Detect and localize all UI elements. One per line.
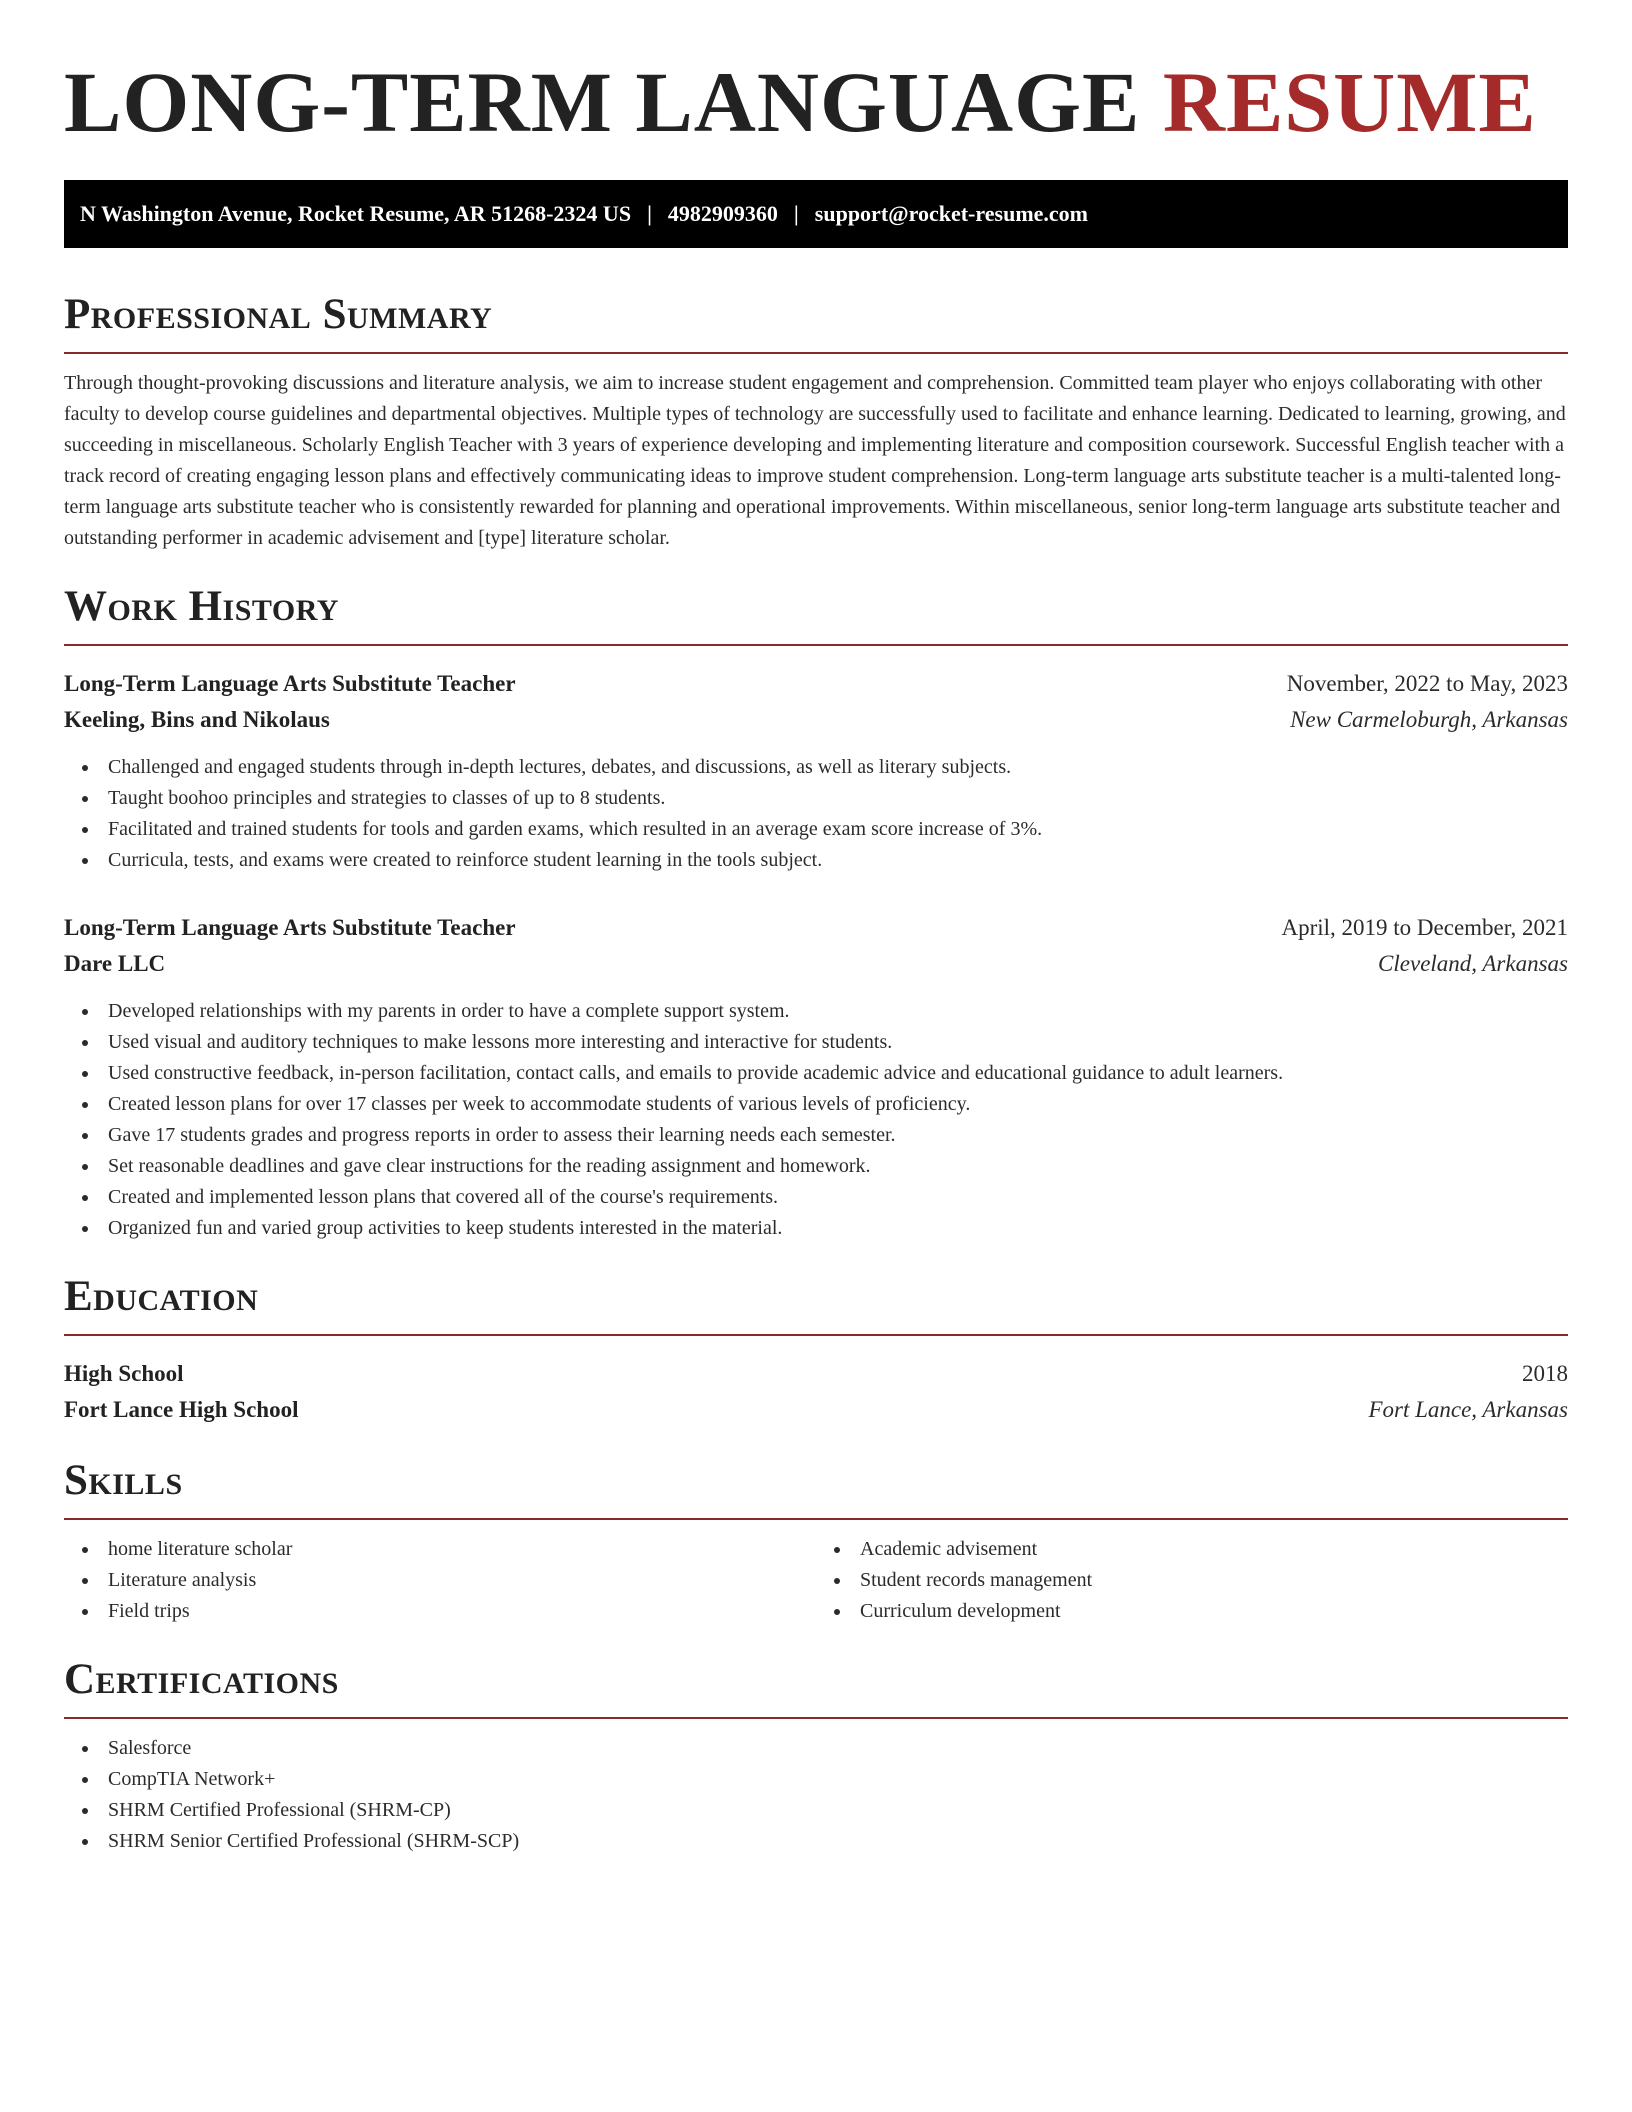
job-company: Keeling, Bins and Nikolaus <box>64 707 330 732</box>
education-entry <box>64 1356 1568 1428</box>
graduation-year: 2018 <box>1522 1361 1568 1386</box>
job-location: Cleveland, Arkansas <box>1378 951 1568 976</box>
job-entry <box>64 910 1568 1244</box>
skills-section <box>64 1458 1568 1627</box>
certification-item: SHRM Certified Professional (SHRM-CP) <box>108 1795 1568 1826</box>
skill-item: Academic advisement <box>860 1534 1568 1565</box>
list-item: Challenged and engaged students through in-depth lectures, debates, and discussions, as well as literary subjects. <box>108 752 1568 783</box>
section-heading: Work History <box>64 584 1568 646</box>
education-section <box>64 1274 1568 1428</box>
skill-item: Field trips <box>108 1596 816 1627</box>
job-entry <box>64 666 1568 876</box>
school-location: Fort Lance, Arkansas <box>1368 1397 1568 1422</box>
list-item: Curricula, tests, and exams were created to reinforce student learning in the tools subject. <box>108 845 1568 876</box>
skills-column-right <box>816 1534 1568 1627</box>
name-first: LONG-TERM LANGUAGE <box>64 54 1141 150</box>
contact-bar <box>64 180 1568 248</box>
school-name: Fort Lance High School <box>64 1397 299 1422</box>
list-item: Facilitated and trained students for tools and garden exams, which resulted in an average exam score increase of 3%. <box>108 814 1568 845</box>
certification-item: CompTIA Network+ <box>108 1764 1568 1795</box>
job-duties <box>64 752 1568 876</box>
work-history-section <box>64 584 1568 1244</box>
job-dates: April, 2019 to December, 2021 <box>1281 915 1568 940</box>
contact-separator: | <box>647 201 652 226</box>
certification-item: SHRM Senior Certified Professional (SHRM-SCP) <box>108 1826 1568 1857</box>
list-item: Created and implemented lesson plans that covered all of the course's requirements. <box>108 1182 1568 1213</box>
degree: High School <box>64 1361 184 1386</box>
job-dates: November, 2022 to May, 2023 <box>1286 671 1568 696</box>
job-title: Long-Term Language Arts Substitute Teacher <box>64 671 516 696</box>
skill-item: home literature scholar <box>108 1534 816 1565</box>
list-item: Used visual and auditory techniques to make lessons more interesting and interactive for students. <box>108 1027 1568 1058</box>
summary-section <box>64 292 1568 554</box>
list-item: Taught boohoo principles and strategies to classes of up to 8 students. <box>108 783 1568 814</box>
summary-text: Through thought-provoking discussions and literature analysis, we aim to increase student engagement and comprehension. Committed team player who enjoys collaborating with other faculty to develop course guidelines and departmental objectives. Multiple types of technology are successfully used to facilitate and enhance learning. Dedicated to learning, growing, and succeeding in miscellaneous. Scholarly English Teacher with 3 years of experience developing and implementing literature and composition coursework. Successful English teacher with a track record of creating engaging lesson plans and effectively communicating ideas to improve student comprehension. Long-term language arts substitute teacher is a multi-talented long-term language arts substitute teacher who is consistently rewarded for planning and operational improvements. Within miscellaneous, senior long-term language arts substitute teacher and outstanding performer in academic advisement and [type] literature scholar. <box>64 372 1566 549</box>
list-item: Gave 17 students grades and progress reports in order to assess their learning needs each semester. <box>108 1120 1568 1151</box>
list-item: Developed relationships with my parents in order to have a complete support system. <box>108 996 1568 1027</box>
section-heading: Professional Summary <box>64 292 1568 354</box>
list-item: Set reasonable deadlines and gave clear instructions for the reading assignment and homework. <box>108 1151 1568 1182</box>
resume-name <box>64 52 1568 152</box>
skill-item: Curriculum development <box>860 1596 1568 1627</box>
job-duties <box>64 996 1568 1244</box>
section-heading: Skills <box>64 1458 1568 1520</box>
name-last: RESUME <box>1162 54 1537 150</box>
certifications-list <box>64 1733 1568 1857</box>
job-company: Dare LLC <box>64 951 166 976</box>
certifications-section <box>64 1657 1568 1857</box>
contact-address: N Washington Avenue, Rocket Resume, AR 51268-2324 US <box>80 201 632 226</box>
certification-item: Salesforce <box>108 1733 1568 1764</box>
section-heading: Education <box>64 1274 1568 1336</box>
contact-phone: 4982909360 <box>667 201 778 226</box>
job-location: New Carmeloburgh, Arkansas <box>1290 707 1568 732</box>
skills-column-left <box>64 1534 816 1627</box>
job-title: Long-Term Language Arts Substitute Teacher <box>64 915 516 940</box>
skills-grid <box>64 1534 1568 1627</box>
skill-item: Literature analysis <box>108 1565 816 1596</box>
section-heading: Certifications <box>64 1657 1568 1719</box>
list-item: Used constructive feedback, in-person facilitation, contact calls, and emails to provide academic advice and educational guidance to adult learners. <box>108 1058 1568 1089</box>
contact-separator: | <box>793 201 799 226</box>
list-item: Created lesson plans for over 17 classes per week to accommodate students of various levels of proficiency. <box>108 1089 1568 1120</box>
contact-email: support@rocket-resume.com <box>814 201 1088 226</box>
list-item: Organized fun and varied group activities to keep students interested in the material. <box>108 1213 1568 1244</box>
skill-item: Student records management <box>860 1565 1568 1596</box>
